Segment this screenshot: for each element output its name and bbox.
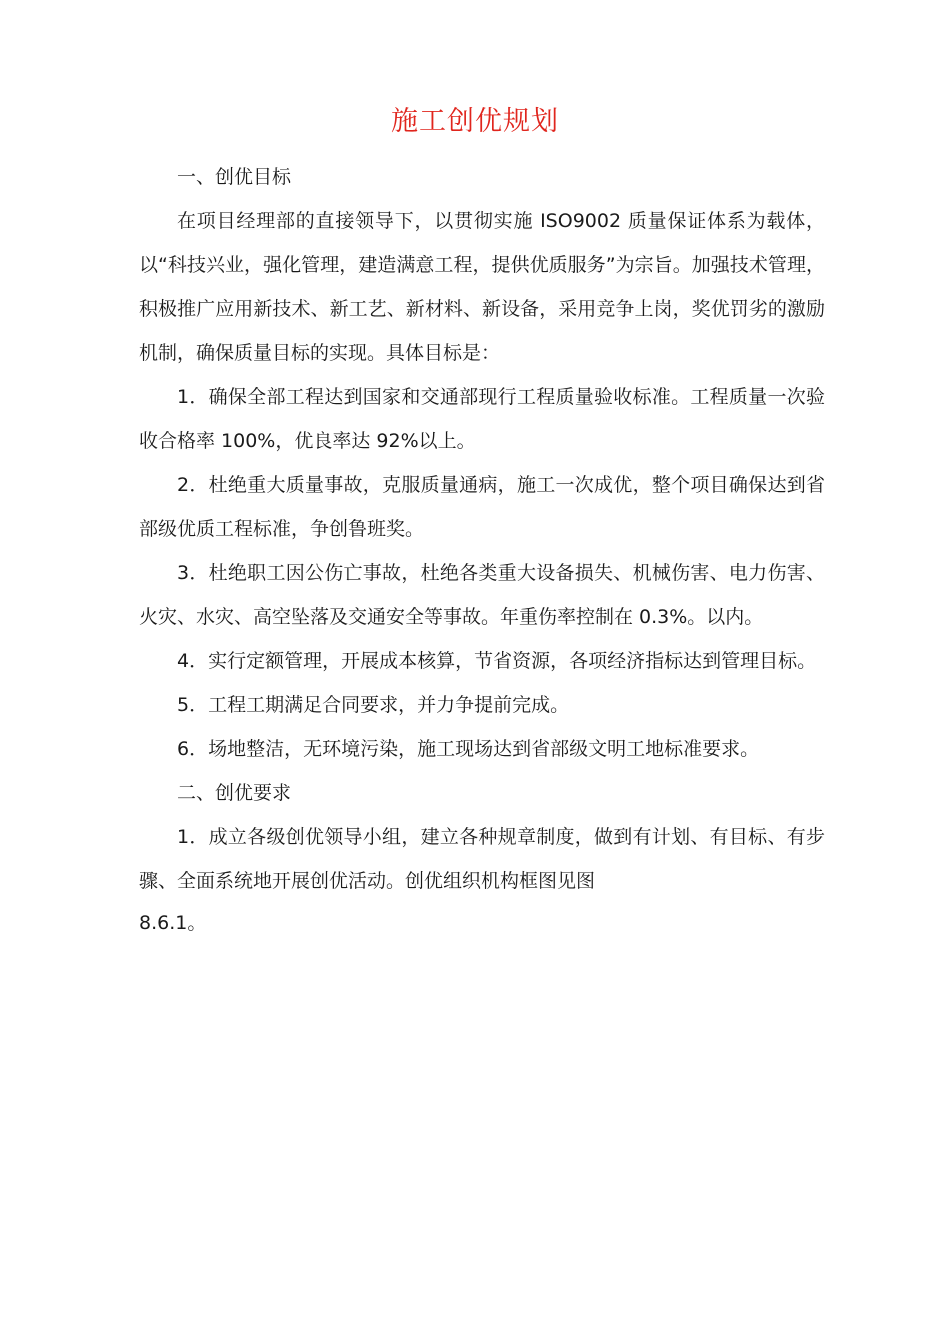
goal-item-4: 4．实行定额管理，开展成本核算，节省资源，各项经济指标达到管理目标。 [177,650,817,672]
goal-item-5: 5．工程工期满足合同要求，并力争提前完成。 [177,694,570,716]
goal-item-3: 3．杜绝职工因公伤亡事故，杜绝各类重大设备损失、机械伤害、电力伤害、火灾、水灾、高空坠落及交通安全等事故。年重伤率控制在 0.3%。以内。 [139,562,825,628]
section-heading-goals: 一、创优目标 [177,166,292,188]
document-title: 施工创优规划 [391,106,559,137]
goals-intro-paragraph: 在项目经理部的直接领导下，以贯彻实施 ISO9002 质量保证体系为载体，以“科技兴业，强化管理，建造满意工程，提供优质服务”为宗旨。加强技术管理，积极推广应用新技术、新工艺、新材料、新设备，采用竞争上岗，奖优罚劣的激励机制，确保质量目标的实现。具体目标是： [139,210,825,364]
goal-item-1: 1．确保全部工程达到国家和交通部现行工程质量验收标准。工程质量一次验收合格率 100%，优良率达 92%以上。 [139,386,825,452]
figure-reference: 8.6.1。 [139,912,207,934]
requirement-item-1: 1．成立各级创优领导小组，建立各种规章制度，做到有计划、有目标、有步骤、全面系统地开展创优活动。创优组织机构框图见图 [139,826,825,892]
goal-item-2: 2．杜绝重大质量事故，克服质量通病，施工一次成优，整个项目确保达到省部级优质工程标准，争创鲁班奖。 [139,474,825,540]
goal-item-6: 6．场地整洁，无环境污染，施工现场达到省部级文明工地标准要求。 [177,738,760,760]
section-heading-requirements: 二、创优要求 [177,782,292,804]
document-body [139,155,825,945]
